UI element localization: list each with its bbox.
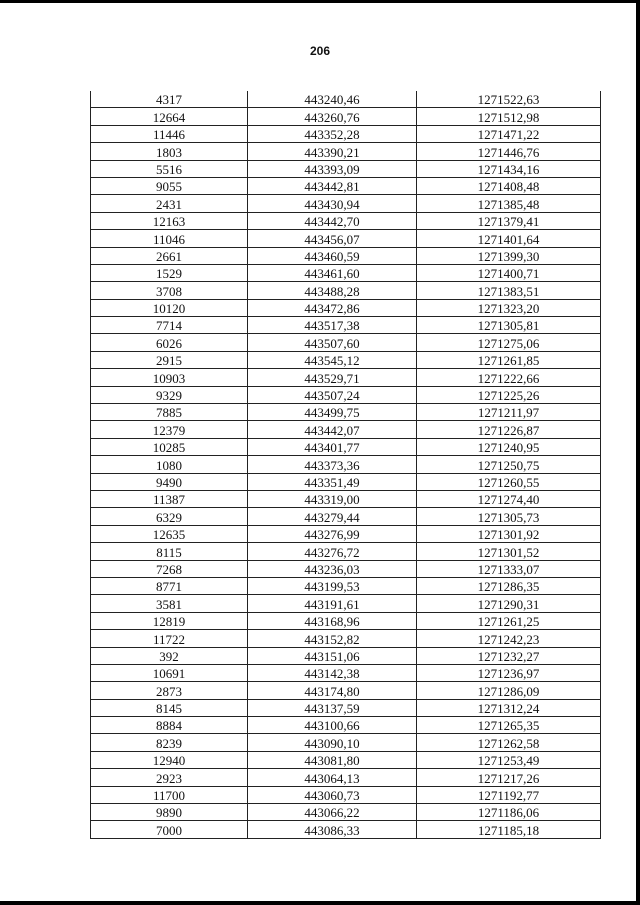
point-id-cell: 11722 [91,630,248,647]
x-coordinate-cell: 443174,80 [248,682,417,699]
table-row [91,508,601,525]
y-coordinate-cell: 1271186,06 [417,804,601,821]
table-row [91,490,601,507]
table-row [91,647,601,664]
table-row [91,421,601,438]
table-row [91,804,601,821]
x-coordinate-cell: 443442,81 [248,177,417,194]
table-row [91,821,601,838]
y-coordinate-cell: 1271446,76 [417,143,601,160]
table-row [91,456,601,473]
y-coordinate-cell: 1271185,18 [417,821,601,838]
table-row [91,751,601,768]
x-coordinate-cell: 443086,33 [248,821,417,838]
y-coordinate-cell: 1271250,75 [417,456,601,473]
table-row [91,630,601,647]
x-coordinate-cell: 443499,75 [248,404,417,421]
y-coordinate-cell: 1271434,16 [417,160,601,177]
x-coordinate-cell: 443276,72 [248,543,417,560]
x-coordinate-cell: 443168,96 [248,612,417,629]
point-id-cell: 1803 [91,143,248,160]
x-coordinate-cell: 443319,00 [248,490,417,507]
table-row [91,247,601,264]
table-row [91,734,601,751]
x-coordinate-cell: 443199,53 [248,577,417,594]
y-coordinate-cell: 1271471,22 [417,125,601,142]
point-id-cell: 7000 [91,821,248,838]
point-id-cell: 9055 [91,177,248,194]
table-row [91,212,601,229]
point-id-cell: 10120 [91,299,248,316]
table-row [91,664,601,681]
point-id-cell: 7885 [91,404,248,421]
x-coordinate-cell: 443351,49 [248,473,417,490]
table-row [91,682,601,699]
point-id-cell: 1529 [91,264,248,281]
table-row [91,108,601,125]
table-row [91,317,601,334]
point-id-cell: 11700 [91,786,248,803]
point-id-cell: 2431 [91,195,248,212]
table-row [91,769,601,786]
point-id-cell: 7268 [91,560,248,577]
y-coordinate-cell: 1271225,26 [417,386,601,403]
table-row [91,143,601,160]
y-coordinate-cell: 1271323,20 [417,299,601,316]
point-id-cell: 4317 [91,91,248,108]
scan-border-top [0,0,640,3]
x-coordinate-cell: 443081,80 [248,751,417,768]
y-coordinate-cell: 1271240,95 [417,438,601,455]
point-id-cell: 7714 [91,317,248,334]
y-coordinate-cell: 1271522,63 [417,91,601,108]
x-coordinate-cell: 443064,13 [248,769,417,786]
y-coordinate-cell: 1271217,26 [417,769,601,786]
y-coordinate-cell: 1271400,71 [417,264,601,281]
table-row [91,386,601,403]
point-id-cell: 2915 [91,351,248,368]
x-coordinate-cell: 443442,07 [248,421,417,438]
y-coordinate-cell: 1271301,52 [417,543,601,560]
table-row [91,717,601,734]
point-id-cell: 2923 [91,769,248,786]
table-row [91,125,601,142]
x-coordinate-cell: 443461,60 [248,264,417,281]
point-id-cell: 12635 [91,525,248,542]
x-coordinate-cell: 443460,59 [248,247,417,264]
point-id-cell: 12940 [91,751,248,768]
x-coordinate-cell: 443373,36 [248,456,417,473]
x-coordinate-cell: 443352,28 [248,125,417,142]
point-id-cell: 9890 [91,804,248,821]
point-id-cell: 8115 [91,543,248,560]
x-coordinate-cell: 443393,09 [248,160,417,177]
x-coordinate-cell: 443507,24 [248,386,417,403]
point-id-cell: 8239 [91,734,248,751]
x-coordinate-cell: 443191,61 [248,595,417,612]
point-id-cell: 6329 [91,508,248,525]
table-row [91,543,601,560]
y-coordinate-cell: 1271385,48 [417,195,601,212]
x-coordinate-cell: 443240,46 [248,91,417,108]
point-id-cell: 10691 [91,664,248,681]
point-id-cell: 10903 [91,369,248,386]
table-row [91,282,601,299]
table-row [91,177,601,194]
point-id-cell: 9490 [91,473,248,490]
x-coordinate-cell: 443390,21 [248,143,417,160]
y-coordinate-cell: 1271262,58 [417,734,601,751]
x-coordinate-cell: 443100,66 [248,717,417,734]
table-row [91,299,601,316]
y-coordinate-cell: 1271242,23 [417,630,601,647]
scan-border-bottom [0,901,640,905]
y-coordinate-cell: 1271211,97 [417,404,601,421]
y-coordinate-cell: 1271261,25 [417,612,601,629]
point-id-cell: 3581 [91,595,248,612]
table-row [91,404,601,421]
y-coordinate-cell: 1271260,55 [417,473,601,490]
point-id-cell: 11387 [91,490,248,507]
table-row [91,577,601,594]
table-row [91,264,601,281]
y-coordinate-cell: 1271261,85 [417,351,601,368]
y-coordinate-cell: 1271512,98 [417,108,601,125]
point-id-cell: 392 [91,647,248,664]
y-coordinate-cell: 1271232,27 [417,647,601,664]
y-coordinate-cell: 1271236,97 [417,664,601,681]
point-id-cell: 12664 [91,108,248,125]
y-coordinate-cell: 1271253,49 [417,751,601,768]
point-id-cell: 2661 [91,247,248,264]
y-coordinate-cell: 1271399,30 [417,247,601,264]
y-coordinate-cell: 1271383,51 [417,282,601,299]
x-coordinate-cell: 443060,73 [248,786,417,803]
point-id-cell: 12379 [91,421,248,438]
y-coordinate-cell: 1271305,73 [417,508,601,525]
point-id-cell: 10285 [91,438,248,455]
x-coordinate-cell: 443529,71 [248,369,417,386]
x-coordinate-cell: 443517,38 [248,317,417,334]
table-row [91,438,601,455]
y-coordinate-cell: 1271301,92 [417,525,601,542]
x-coordinate-cell: 443507,60 [248,334,417,351]
point-id-cell: 3708 [91,282,248,299]
x-coordinate-cell: 443236,03 [248,560,417,577]
point-id-cell: 5516 [91,160,248,177]
table-row [91,351,601,368]
table-row [91,560,601,577]
y-coordinate-cell: 1271312,24 [417,699,601,716]
table-row [91,699,601,716]
y-coordinate-cell: 1271192,77 [417,786,601,803]
point-id-cell: 1080 [91,456,248,473]
x-coordinate-cell: 443260,76 [248,108,417,125]
x-coordinate-cell: 443488,28 [248,282,417,299]
x-coordinate-cell: 443472,86 [248,299,417,316]
page-number: 206 [309,44,331,58]
point-id-cell: 2873 [91,682,248,699]
y-coordinate-cell: 1271226,87 [417,421,601,438]
table-row [91,91,601,108]
y-coordinate-cell: 1271275,06 [417,334,601,351]
table-row [91,195,601,212]
x-coordinate-cell: 443142,38 [248,664,417,681]
x-coordinate-cell: 443152,82 [248,630,417,647]
x-coordinate-cell: 443545,12 [248,351,417,368]
coordinates-table-body [91,91,601,838]
point-id-cell: 8771 [91,577,248,594]
x-coordinate-cell: 443430,94 [248,195,417,212]
x-coordinate-cell: 443442,70 [248,212,417,229]
coordinates-table [90,91,601,839]
point-id-cell: 8145 [91,699,248,716]
y-coordinate-cell: 1271408,48 [417,177,601,194]
y-coordinate-cell: 1271222,66 [417,369,601,386]
x-coordinate-cell: 443456,07 [248,230,417,247]
x-coordinate-cell: 443151,06 [248,647,417,664]
table-row [91,525,601,542]
x-coordinate-cell: 443401,77 [248,438,417,455]
y-coordinate-cell: 1271286,35 [417,577,601,594]
point-id-cell: 8884 [91,717,248,734]
y-coordinate-cell: 1271305,81 [417,317,601,334]
y-coordinate-cell: 1271286,09 [417,682,601,699]
point-id-cell: 11446 [91,125,248,142]
y-coordinate-cell: 1271290,31 [417,595,601,612]
y-coordinate-cell: 1271333,07 [417,560,601,577]
point-id-cell: 6026 [91,334,248,351]
table-row [91,612,601,629]
point-id-cell: 9329 [91,386,248,403]
point-id-cell: 11046 [91,230,248,247]
y-coordinate-cell: 1271274,40 [417,490,601,507]
x-coordinate-cell: 443090,10 [248,734,417,751]
point-id-cell: 12163 [91,212,248,229]
y-coordinate-cell: 1271401,64 [417,230,601,247]
table-row [91,473,601,490]
table-row [91,334,601,351]
table-row [91,786,601,803]
table-row [91,160,601,177]
table-row [91,369,601,386]
x-coordinate-cell: 443137,59 [248,699,417,716]
scan-border-right [636,0,640,905]
y-coordinate-cell: 1271265,35 [417,717,601,734]
table-row [91,230,601,247]
x-coordinate-cell: 443279,44 [248,508,417,525]
point-id-cell: 12819 [91,612,248,629]
table-row [91,595,601,612]
x-coordinate-cell: 443276,99 [248,525,417,542]
y-coordinate-cell: 1271379,41 [417,212,601,229]
x-coordinate-cell: 443066,22 [248,804,417,821]
